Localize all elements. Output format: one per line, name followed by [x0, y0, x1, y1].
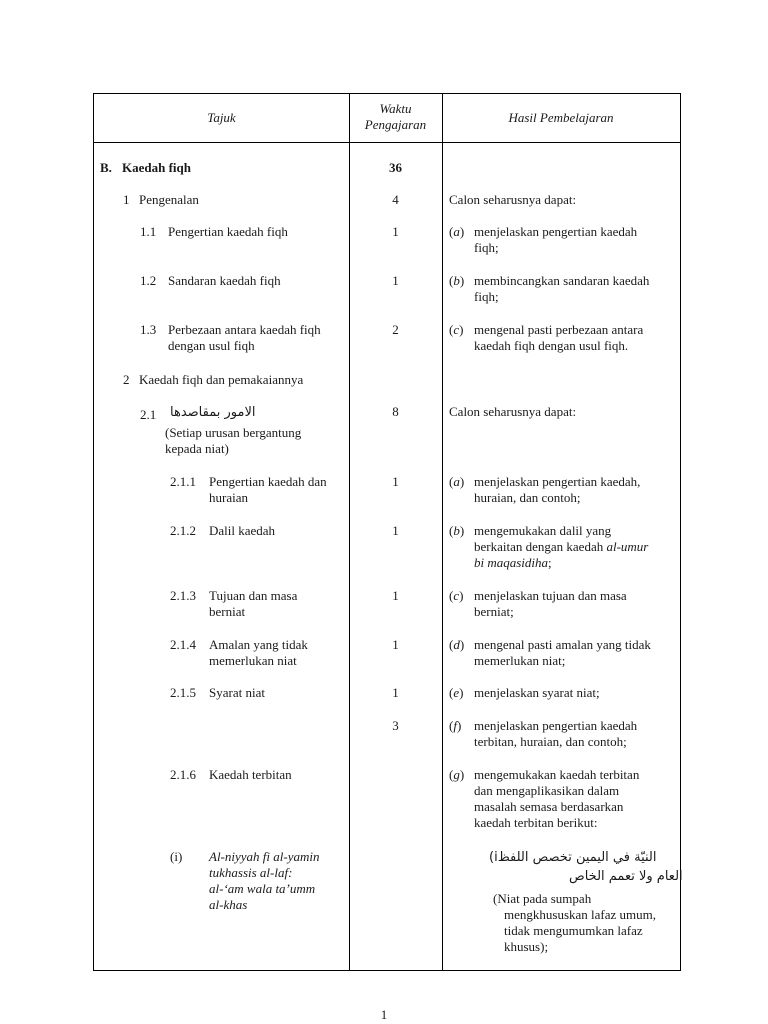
row-gloss: khusus);: [504, 939, 549, 954]
header-pengajaran: Pengajaran: [364, 117, 427, 132]
outcome-text: mengenal pasti perbezaan antara: [474, 322, 644, 337]
outcome-text: masalah semasa berdasarkan: [474, 799, 624, 814]
row-number: 2.1.3: [170, 588, 196, 603]
outcome-text: kaedah fiqh dengan usul fiqh.: [474, 338, 629, 353]
arabic-rule: (iالنيّة في اليمين تخصص اللفظ: [489, 850, 657, 865]
row-title: Kaedah fiqh dan pemakaiannya: [139, 372, 304, 387]
row-number: 2.1.5: [170, 685, 196, 700]
row-title: Sandaran kaedah fiqh: [168, 273, 281, 288]
row-title: Pengertian kaedah dan: [209, 474, 327, 489]
outcome-marker: (a): [449, 224, 465, 239]
row-title: memerlukan niat: [209, 653, 297, 668]
row-hours: 1: [392, 637, 399, 652]
row-title: Pengenalan: [139, 192, 199, 207]
outcome-text: berkaitan dengan kaedah al-umur: [474, 539, 649, 554]
outcome-text: menjelaskan pengertian kaedah,: [474, 474, 641, 489]
row-gloss: mengkhususkan lafaz umum,: [504, 907, 656, 922]
row-number: 2.1.2: [170, 523, 196, 538]
row-title: tukhassis al-laf:: [209, 865, 293, 880]
outcome-text: dan mengaplikasikan dalam: [474, 783, 620, 798]
row-hours: 1: [392, 523, 399, 538]
row-number: 2.1.1: [170, 474, 196, 489]
arabic-rule: العام ولا تعمم الخاص: [569, 869, 683, 884]
outcome-marker: (c): [449, 588, 464, 603]
outcome-marker: (b): [449, 273, 465, 288]
row-number: 1.1: [140, 224, 157, 239]
header-tajuk: Tajuk: [207, 110, 236, 125]
outcome-text: menjelaskan pengertian kaedah: [474, 718, 638, 733]
outcome-text: fiqh;: [474, 240, 499, 255]
outcome-marker: (e): [449, 685, 464, 700]
outcome-text: menjelaskan pengertian kaedah: [474, 224, 638, 239]
row-title: Kaedah terbitan: [209, 767, 292, 782]
row-hours: 1: [392, 273, 399, 288]
page-number: 1: [380, 1007, 388, 1022]
row-title: Amalan yang tidak: [209, 637, 308, 652]
row-hours: 3: [392, 718, 399, 733]
row-title: dengan usul fiqh: [168, 338, 255, 353]
outcome-text: bi maqasidiha;: [474, 555, 552, 570]
row-number: 2.1: [140, 407, 157, 422]
outcome-text: mengemukakan kaedah terbitan: [474, 767, 640, 782]
outcome-text: fiqh;: [474, 289, 499, 304]
row-title: Pengertian kaedah fiqh: [168, 224, 288, 239]
syllabus-table: [93, 93, 681, 971]
row-hours: 4: [392, 192, 399, 207]
arabic-heading: الامور بمقاصدها: [170, 405, 256, 420]
row-title: Perbezaan antara kaedah fiqh: [168, 322, 321, 337]
outcome-text: huraian, dan contoh;: [474, 490, 581, 505]
header-waktu: Waktu: [379, 101, 412, 116]
outcome-intro: Calon seharusnya dapat:: [449, 192, 577, 207]
outcome-text: terbitan, huraian, dan contoh;: [474, 734, 627, 749]
section-title: Kaedah fiqh: [122, 160, 191, 175]
outcome-marker: (g): [449, 767, 465, 782]
row-title: huraian: [209, 490, 248, 505]
column-divider: [442, 94, 443, 970]
row-hours: 1: [392, 224, 399, 239]
row-title: al-‘am wala ta’umm: [209, 881, 316, 896]
row-hours: 8: [392, 404, 399, 419]
row-hours: 1: [392, 588, 399, 603]
outcome-marker: (a): [449, 474, 465, 489]
outcome-text: memerlukan niat;: [474, 653, 566, 668]
outcome-text: membincangkan sandaran kaedah: [474, 273, 650, 288]
row-gloss: tidak mengumumkan lafaz: [504, 923, 643, 938]
row-title: al-khas: [209, 897, 248, 912]
section-hours: 36: [389, 160, 402, 175]
outcome-marker: (f): [449, 718, 462, 733]
row-number: (i): [170, 849, 183, 864]
outcome-text: menjelaskan syarat niat;: [474, 685, 600, 700]
row-title: Tujuan dan masa: [209, 588, 298, 603]
row-gloss: kepada niat): [165, 441, 229, 456]
row-number: 2: [123, 372, 130, 387]
row-gloss: (Setiap urusan bergantung: [165, 425, 302, 440]
outcome-marker: (b): [449, 523, 465, 538]
row-number: 1.2: [140, 273, 157, 288]
row-hours: 1: [392, 474, 399, 489]
outcome-text: mengemukakan dalil yang: [474, 523, 612, 538]
outcome-marker: (c): [449, 322, 464, 337]
row-number: 2.1.6: [170, 767, 196, 782]
row-hours: 2: [392, 322, 399, 337]
outcome-intro: Calon seharusnya dapat:: [449, 404, 577, 419]
outcome-text: berniat;: [474, 604, 514, 619]
outcome-text: mengenal pasti amalan yang tidak: [474, 637, 651, 652]
header-divider: [94, 142, 680, 143]
outcome-text: kaedah terbitan berikut:: [474, 815, 598, 830]
row-number: 1: [123, 192, 130, 207]
row-number: 2.1.4: [170, 637, 196, 652]
row-title: berniat: [209, 604, 246, 619]
row-title: Al-niyyah fi al-yamin: [209, 849, 320, 864]
section-label: B.: [100, 160, 112, 175]
row-gloss: (Niat pada sumpah: [493, 891, 592, 906]
outcome-marker: (d): [449, 637, 465, 652]
outcome-text: menjelaskan tujuan dan masa: [474, 588, 627, 603]
row-title: Syarat niat: [209, 685, 265, 700]
header-hasil: Hasil Pembelajaran: [508, 110, 614, 125]
row-hours: 1: [392, 685, 399, 700]
row-title: Dalil kaedah: [209, 523, 276, 538]
row-number: 1.3: [140, 322, 157, 337]
